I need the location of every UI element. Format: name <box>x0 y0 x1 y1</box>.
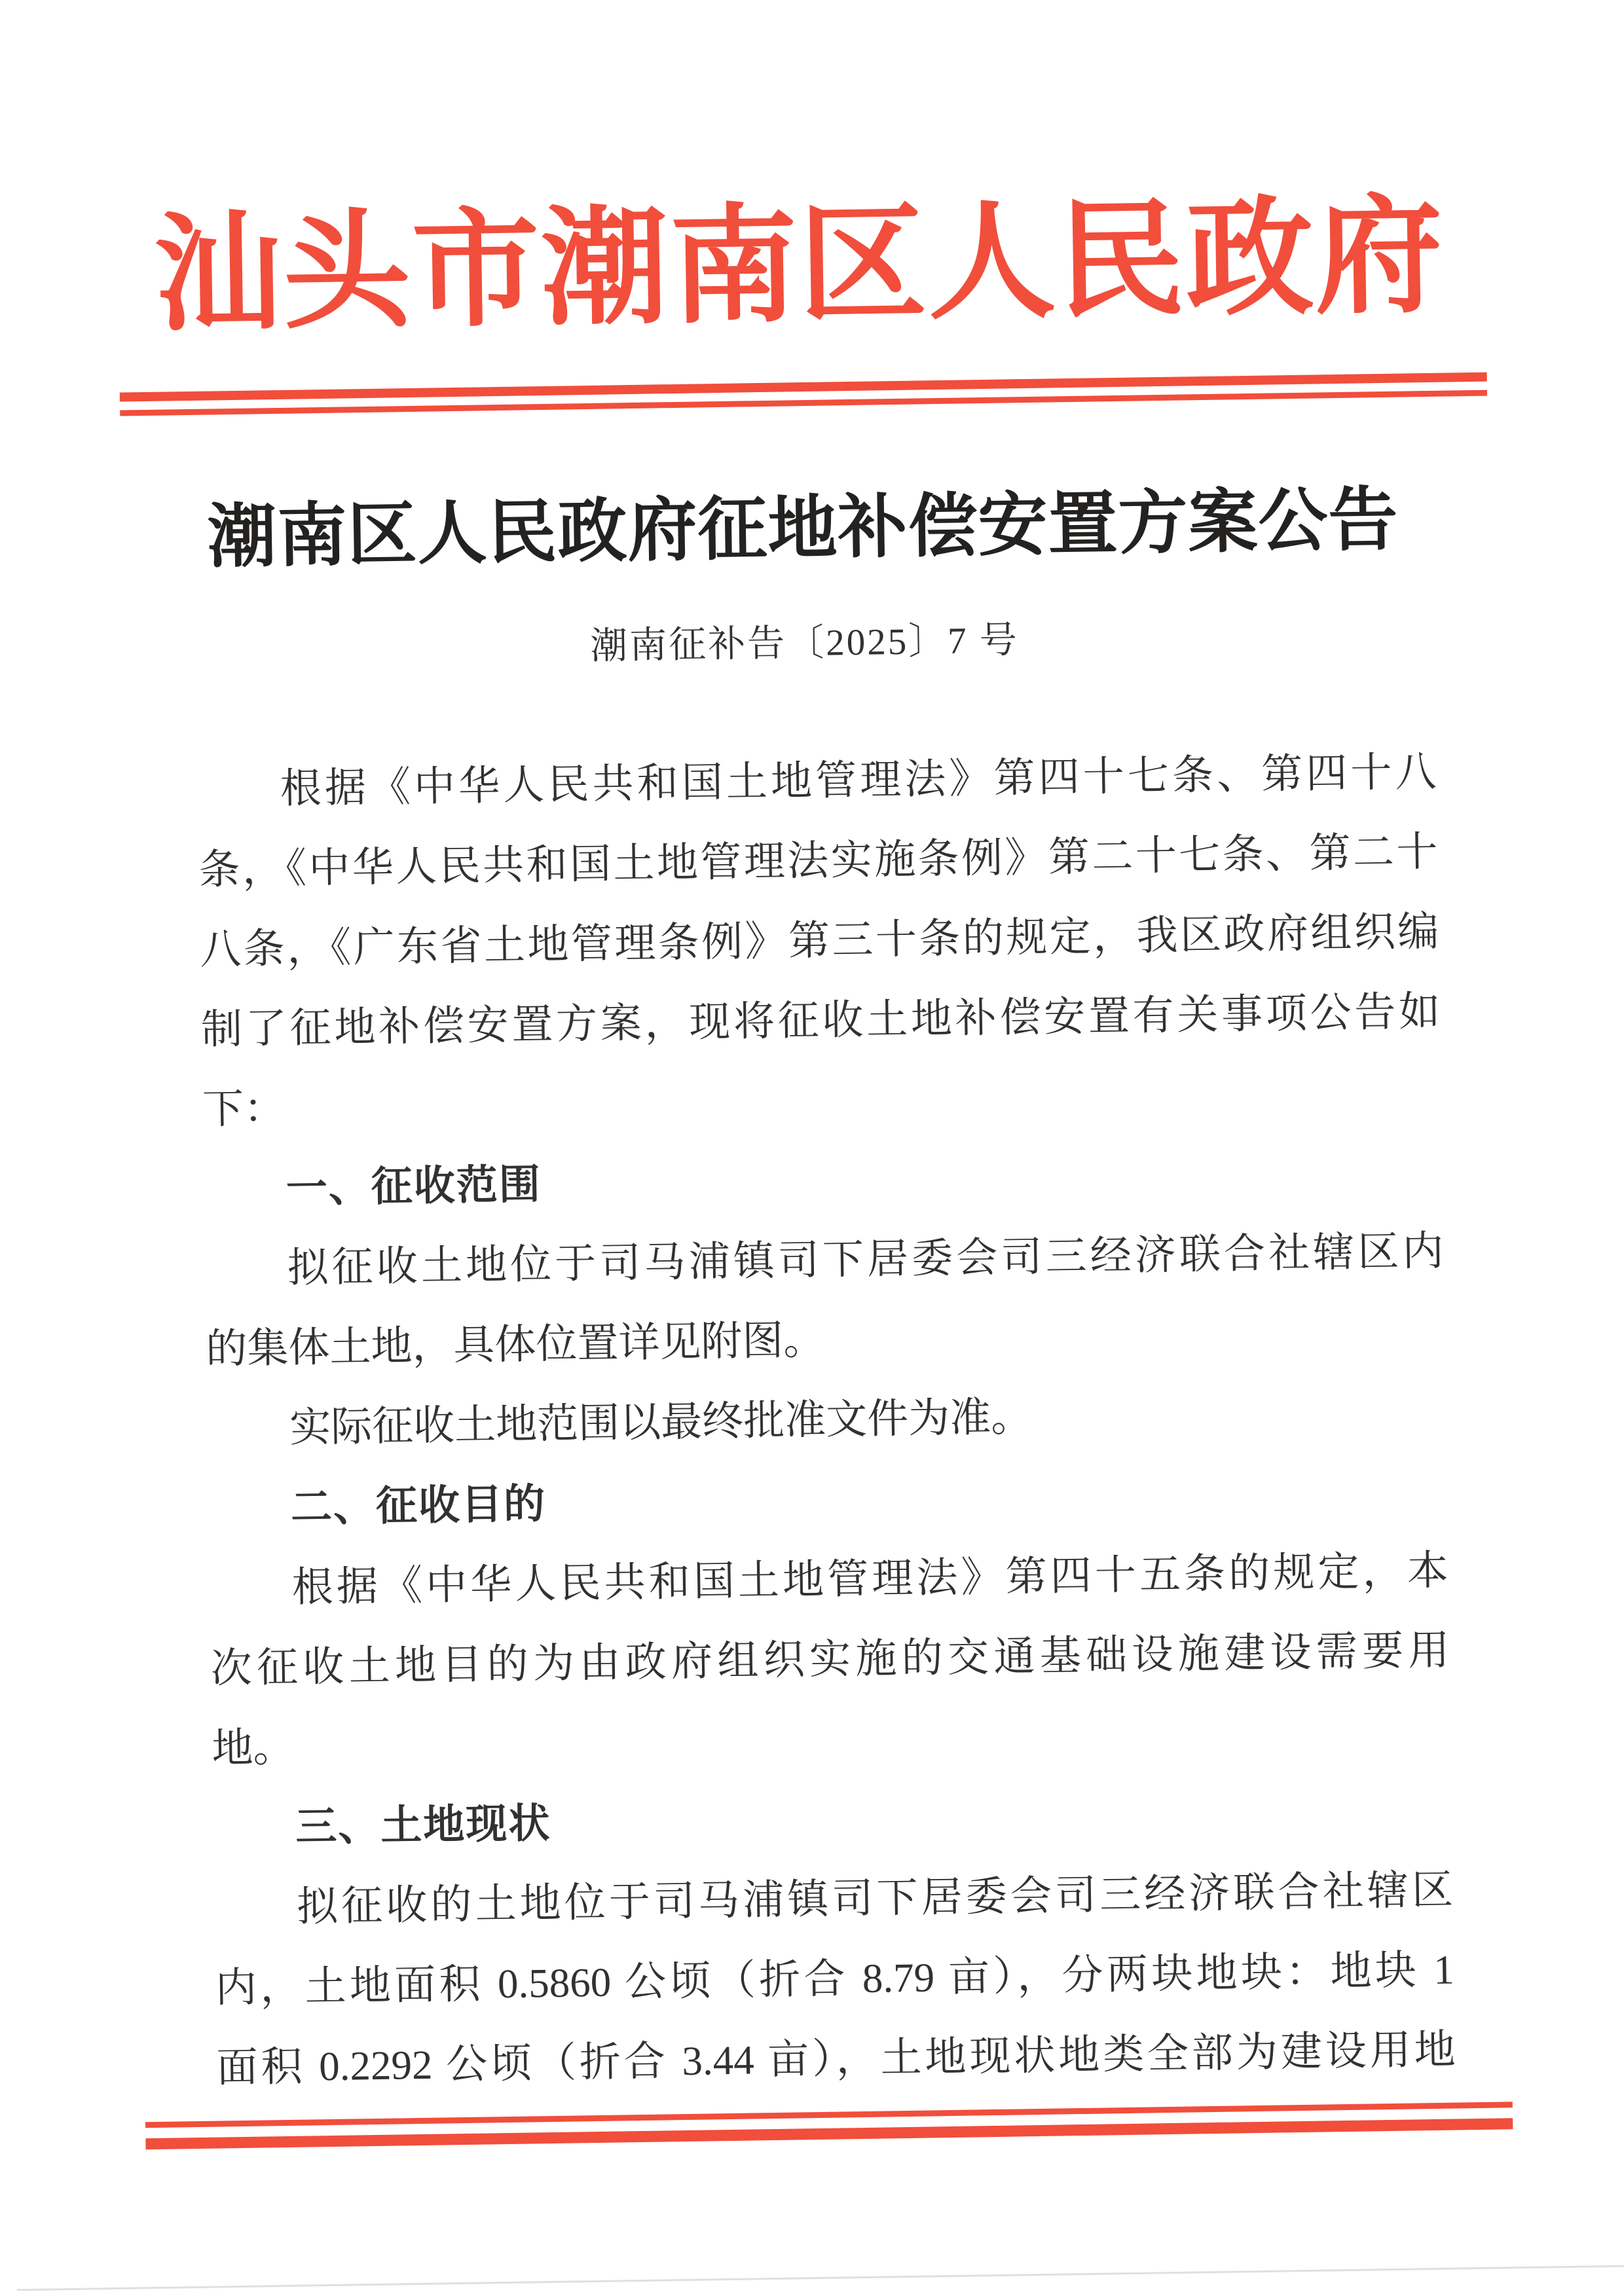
body-line: 的集体土地，具体位置详见附图。 <box>205 1317 825 1372</box>
body-line: 拟征收土地位于司马浦镇司下居委会司三经济联合社辖区内 <box>287 1228 1444 1291</box>
document-number: 潮南征补告〔2025〕7 号 <box>589 619 1020 667</box>
section-heading: 二、征收目的 <box>290 1481 547 1531</box>
body-line: 地。 <box>211 1724 295 1772</box>
body-line: 制了征地补偿安置方案，现将征收土地补偿安置有关事项公告如 <box>200 988 1441 1053</box>
body-line: 拟征收的土地位于司马浦镇司下居委会司三经济联合社辖区 <box>296 1867 1454 1930</box>
section-heading: 三、土地现状 <box>295 1800 551 1850</box>
body-line: 内，土地面积 0.5860 公顷（折合 8.79 亩），分两块地块：地块 1 <box>215 1946 1455 2011</box>
body-line: 根据《中华人民共和国土地管理法》第四十七条、第四十八 <box>280 748 1437 812</box>
body-line: 下： <box>202 1085 286 1133</box>
body-line: 实际征收土地范围以最终批准文件为准。 <box>289 1394 1033 1451</box>
body-line: 根据《中华人民共和国土地管理法》第四十五条的规定，本 <box>291 1547 1449 1611</box>
body-line: 八条，《广东省土地管理条例》第三十条的规定，我区政府组织编 <box>199 908 1439 973</box>
body-line: 次征收土地目的为由政府组织实施的交通基础设施建设需要用 <box>210 1627 1450 1692</box>
document-body <box>197 732 1456 2108</box>
body-line: 条，《中华人民共和国土地管理法实施条例》第二十七条、第二十 <box>198 828 1438 893</box>
document-title: 潮南区人民政府征地补偿安置方案公告 <box>206 481 1399 576</box>
scan-edge-artifact <box>17 2265 1624 2291</box>
section-heading: 一、征收范围 <box>286 1161 542 1211</box>
letterhead-title: 汕头市潮南区人民政府 <box>153 186 1445 347</box>
body-line: 面积 0.2292 公顷（折合 3.44 亩），土地现状地类全部为建设用地 <box>216 2026 1456 2091</box>
